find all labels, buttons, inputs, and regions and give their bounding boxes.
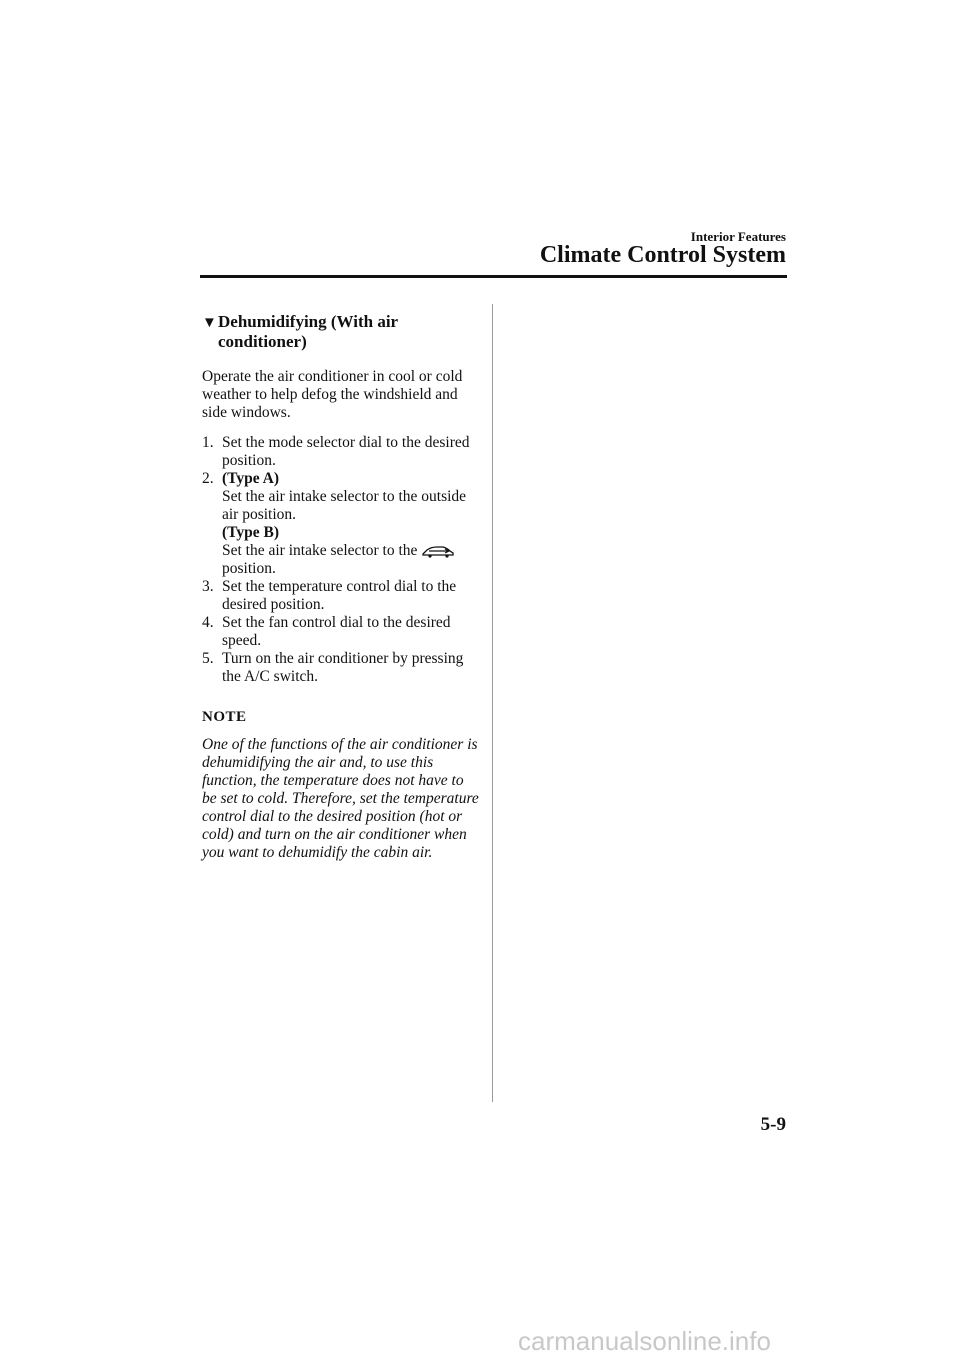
steps-list	[202, 434, 482, 686]
page-number: 5-9	[760, 1114, 786, 1135]
step-5	[202, 650, 482, 686]
note-text: One of the functions of the air conditioner is dehumidifying the air and, to use this function, the temperature does not have to be set to cold. Therefore, set the temperature control dial to the desired position (hot or cold) and turn on the air conditioner when you want to dehumidify the cabin air.	[202, 736, 479, 861]
column-divider	[492, 304, 493, 1102]
step-1	[202, 434, 482, 470]
type-b-text-after: position.	[222, 560, 276, 577]
step-text: Set the mode selector dial to the desired position.	[222, 434, 470, 469]
triangle-marker-icon: ▼	[202, 315, 217, 331]
step-3	[202, 578, 482, 614]
step-4	[202, 614, 482, 650]
step-2	[202, 470, 482, 578]
step-text: Turn on the air conditioner by pressing the A/C switch.	[222, 650, 464, 685]
outside-air-car-icon	[421, 544, 455, 558]
type-b-text-before: Set the air intake selector to the	[222, 542, 418, 559]
type-a-label: (Type A)	[222, 470, 279, 487]
type-b-label: (Type B)	[222, 524, 279, 541]
step-number: 2.	[202, 470, 214, 487]
step-text: Set the fan control dial to the desired speed.	[222, 614, 451, 649]
section-heading-text: Dehumidifying (With air conditioner)	[218, 312, 398, 351]
type-b-text	[222, 542, 482, 578]
intro-paragraph: Operate the air conditioner in cool or cold weather to help defog the windshield and side windows.	[202, 368, 463, 421]
step-number: 1.	[202, 434, 214, 451]
note-label: NOTE	[202, 709, 247, 725]
step-number: 5.	[202, 650, 214, 667]
section-heading	[202, 312, 482, 352]
header-divider	[200, 275, 787, 278]
step-number: 4.	[202, 614, 214, 631]
section-label: Interior Features	[690, 229, 786, 244]
watermark: carmanualsonline.info	[518, 1326, 771, 1356]
main-column	[202, 312, 482, 862]
page-title: Climate Control System	[539, 242, 786, 268]
step-number: 3.	[202, 578, 214, 595]
step-text: Set the temperature control dial to the desired position.	[222, 578, 457, 613]
type-a-text: Set the air intake selector to the outside air position.	[222, 488, 467, 523]
